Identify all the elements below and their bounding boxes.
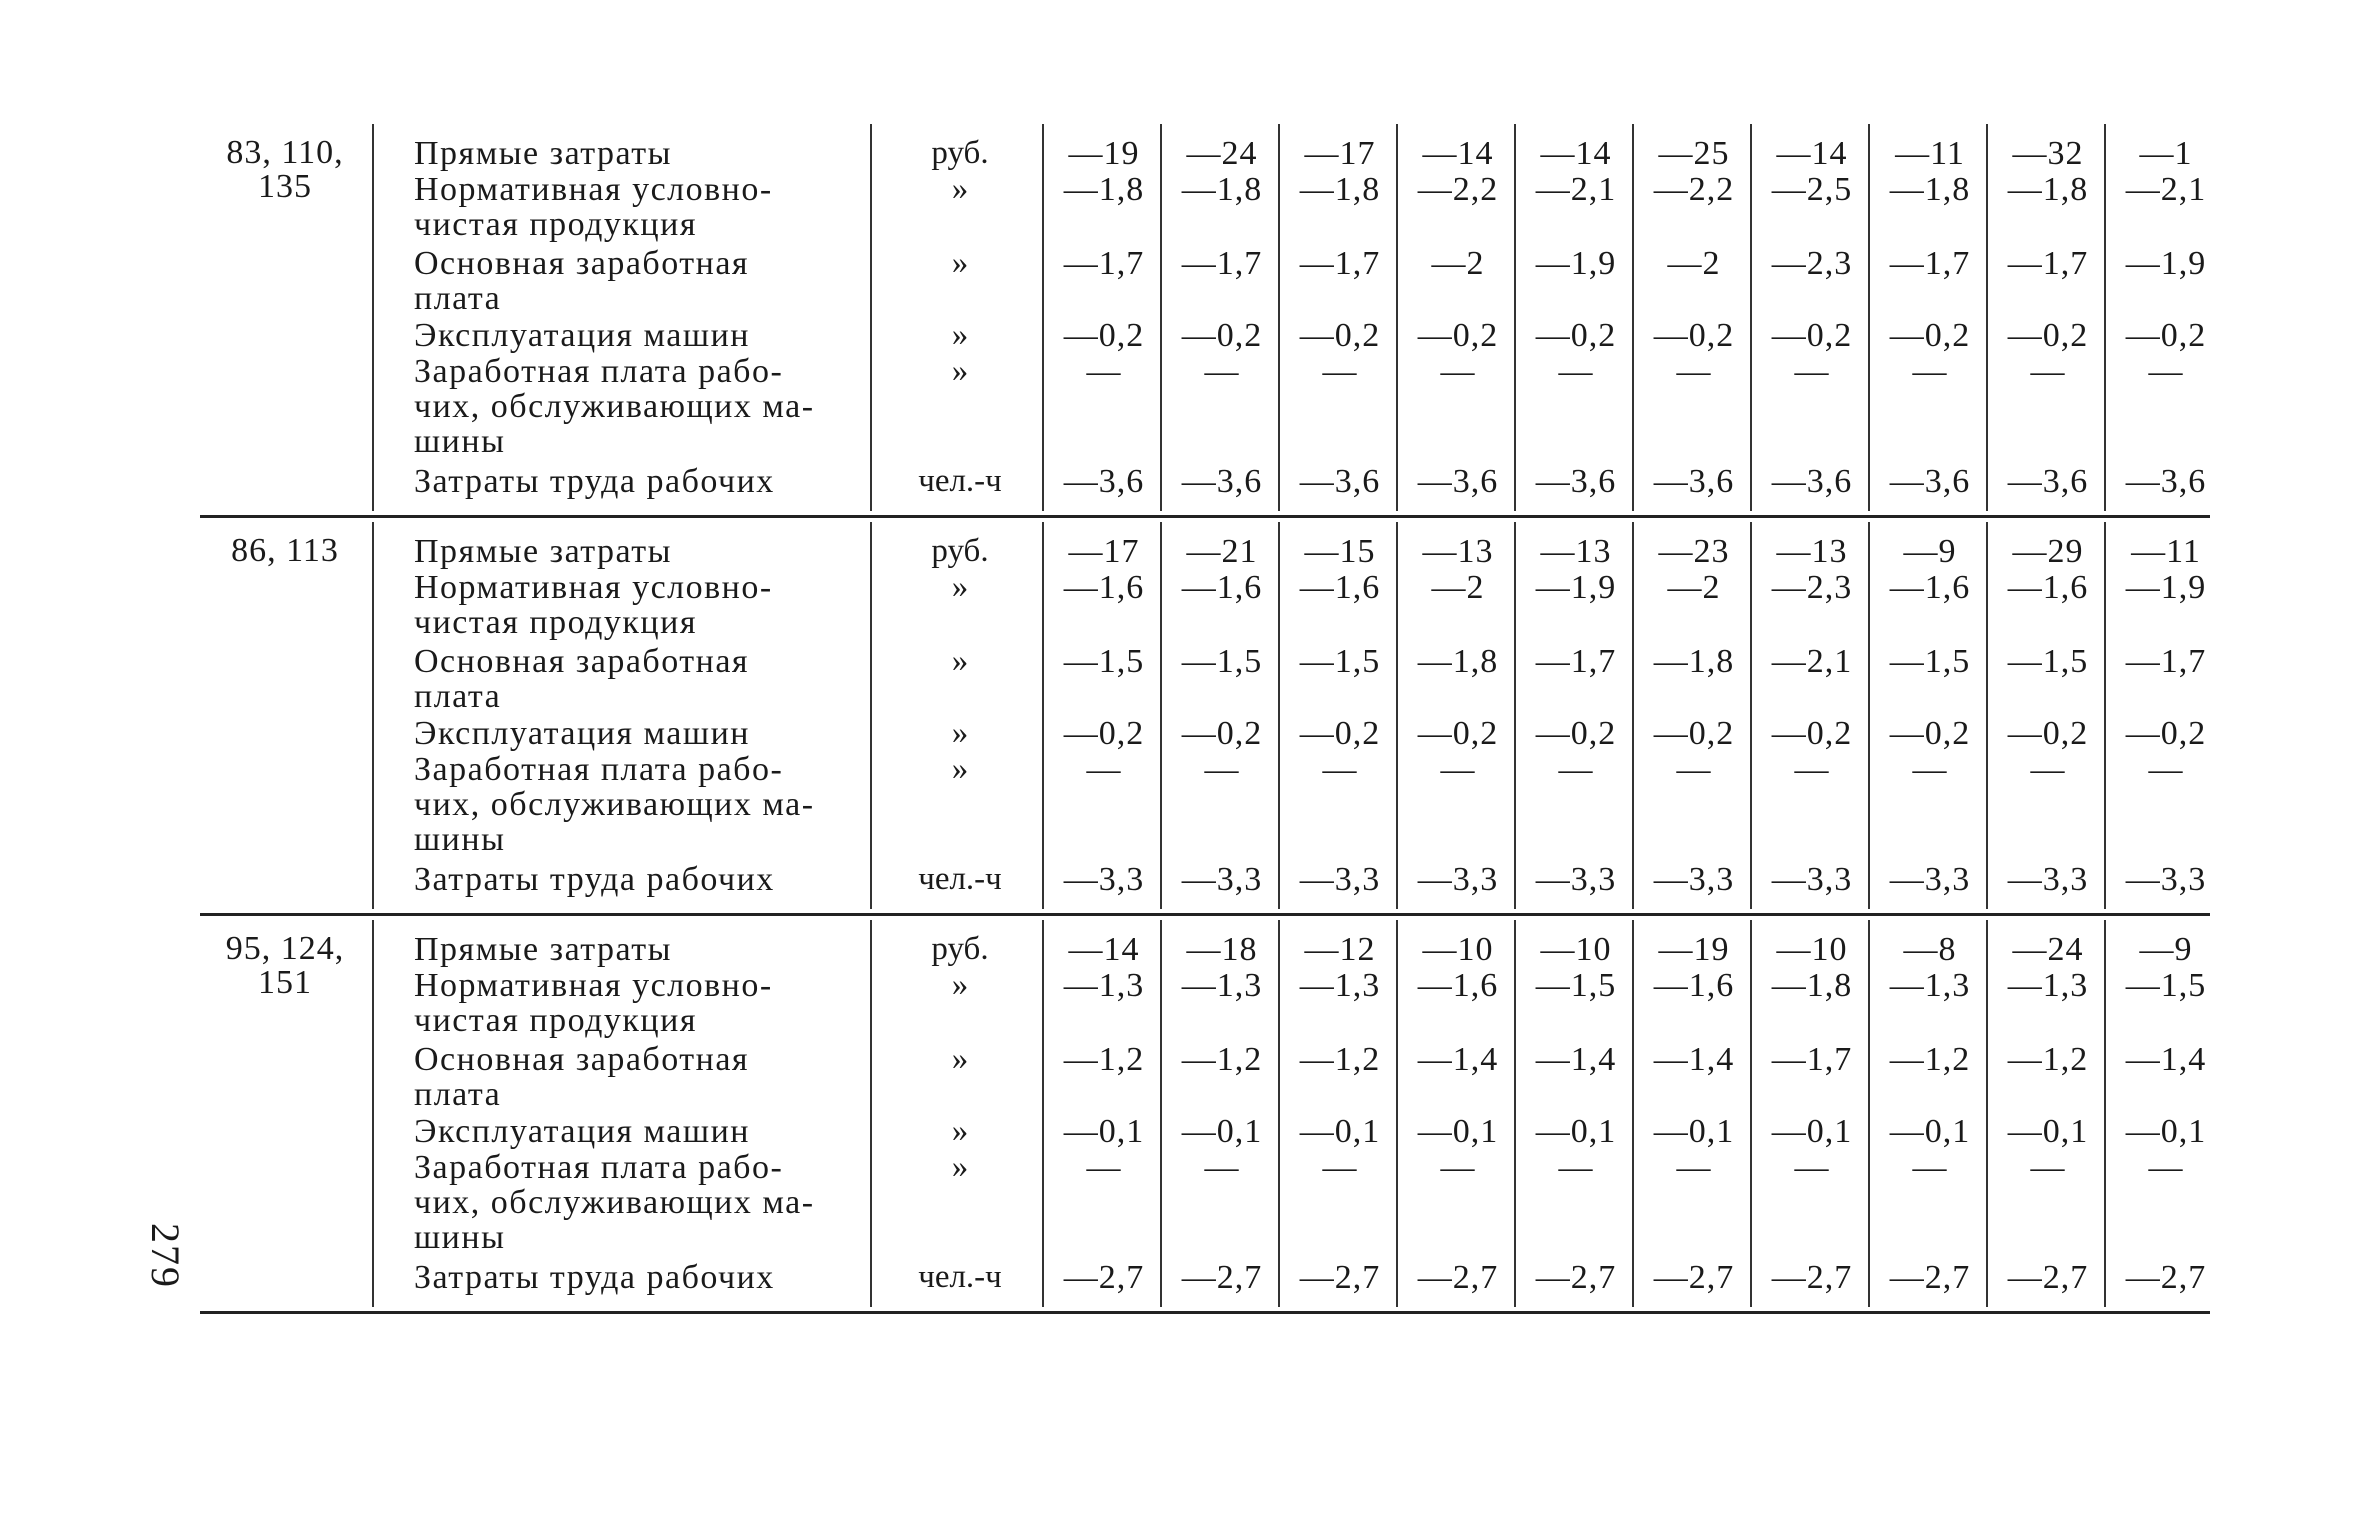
block-codes: 86, 113 — [231, 532, 339, 569]
value-cell: —2,7 — [1653, 1259, 1735, 1296]
value-cell: —2,1 — [1771, 643, 1853, 680]
row-label: Заработная плата рабо- чих, обслуживающих ма- шины — [414, 353, 815, 460]
column-divider — [1632, 124, 1634, 511]
row-unit: чел.-ч — [918, 463, 1002, 499]
column-divider — [1396, 920, 1398, 1307]
value-cell: —2,1 — [1535, 171, 1617, 208]
column-divider — [1868, 124, 1870, 511]
row-label: Затраты труда рабочих — [414, 463, 775, 500]
value-cell: —15 — [1304, 533, 1376, 570]
column-divider — [870, 124, 872, 511]
column-divider — [2104, 124, 2106, 511]
value-cell: —1,7 — [2125, 643, 2207, 680]
value-cell: —2,3 — [1771, 569, 1853, 606]
value-cell: —2,7 — [1889, 1259, 1971, 1296]
value-cell: — — [1086, 1149, 1122, 1186]
value-cell: —14 — [1422, 135, 1494, 172]
value-cell: —3,3 — [1417, 861, 1499, 898]
value-cell: —0,1 — [1417, 1113, 1499, 1150]
value-cell: —0,2 — [1535, 715, 1617, 752]
value-cell: —0,2 — [1181, 715, 1263, 752]
column-divider — [870, 920, 872, 1307]
value-cell: —2,7 — [1063, 1259, 1145, 1296]
column-divider — [1278, 920, 1280, 1307]
row-unit: » — [951, 353, 969, 389]
value-cell: — — [2030, 1149, 2066, 1186]
row-unit: » — [951, 317, 969, 353]
column-divider — [1160, 920, 1162, 1307]
row-label: Эксплуатация машин — [414, 317, 750, 354]
value-cell: —1,5 — [1889, 643, 1971, 680]
value-cell: —0,2 — [2007, 317, 2089, 354]
row-label: Затраты труда рабочих — [414, 1259, 775, 1296]
value-cell: —1,7 — [1181, 245, 1263, 282]
row-label: Основная заработная плата — [414, 1041, 750, 1113]
value-cell: —17 — [1068, 533, 1140, 570]
value-cell: — — [1558, 751, 1594, 788]
value-cell: —0,2 — [1653, 317, 1735, 354]
value-cell: —1,9 — [2125, 569, 2207, 606]
value-cell: —1,4 — [1653, 1041, 1735, 1078]
value-cell: —0,2 — [2007, 715, 2089, 752]
column-divider — [1278, 522, 1280, 909]
value-cell: —2,1 — [2125, 171, 2207, 208]
value-cell: — — [1912, 751, 1948, 788]
value-cell: — — [1558, 1149, 1594, 1186]
value-cell: —0,2 — [2125, 317, 2207, 354]
column-divider — [1042, 522, 1044, 909]
row-unit: » — [951, 245, 969, 281]
value-cell: —1,7 — [1889, 245, 1971, 282]
column-divider — [1514, 522, 1516, 909]
value-cell: —2,2 — [1653, 171, 1735, 208]
value-cell: — — [1322, 353, 1358, 390]
value-cell: —19 — [1658, 931, 1730, 968]
value-cell: —2 — [1667, 569, 1721, 606]
page-number: 279 — [143, 1223, 188, 1289]
value-cell: —0,1 — [2125, 1113, 2207, 1150]
column-divider — [1750, 920, 1752, 1307]
value-cell: — — [1322, 751, 1358, 788]
row-unit: » — [951, 569, 969, 605]
value-cell: —2,7 — [1299, 1259, 1381, 1296]
value-cell: —2,5 — [1771, 171, 1853, 208]
value-cell: —1,7 — [1771, 1041, 1853, 1078]
row-unit: » — [951, 171, 969, 207]
column-divider — [1514, 920, 1516, 1307]
row-unit: » — [951, 715, 969, 751]
table-block — [200, 120, 2210, 515]
value-cell: —1,6 — [2007, 569, 2089, 606]
value-cell: —2 — [1667, 245, 1721, 282]
value-cell: —0,2 — [1417, 715, 1499, 752]
row-label: Эксплуатация машин — [414, 1113, 750, 1150]
value-cell: — — [1794, 353, 1830, 390]
value-cell: —17 — [1304, 135, 1376, 172]
value-cell: —1,7 — [1299, 245, 1381, 282]
value-cell: —1,4 — [1535, 1041, 1617, 1078]
block-codes: 83, 110, 135 — [226, 134, 344, 205]
value-cell: —12 — [1304, 931, 1376, 968]
value-cell: — — [2148, 1149, 2184, 1186]
value-cell: —1,8 — [1771, 967, 1853, 1004]
row-unit: » — [951, 751, 969, 787]
value-cell: —21 — [1186, 533, 1258, 570]
value-cell: —1,8 — [1299, 171, 1381, 208]
value-cell: —3,6 — [1181, 463, 1263, 500]
column-divider — [1986, 920, 1988, 1307]
value-cell: —3,3 — [2007, 861, 2089, 898]
value-cell: —1,6 — [1299, 569, 1381, 606]
row-label: Прямые затраты — [414, 931, 672, 968]
column-divider — [1042, 124, 1044, 511]
value-cell: — — [1440, 353, 1476, 390]
value-cell: —1,5 — [2125, 967, 2207, 1004]
value-cell: —0,1 — [1063, 1113, 1145, 1150]
value-cell: —1,2 — [1299, 1041, 1381, 1078]
value-cell: —0,1 — [1653, 1113, 1735, 1150]
value-cell: —2,7 — [1535, 1259, 1617, 1296]
value-cell: —2,2 — [1417, 171, 1499, 208]
value-cell: — — [1794, 1149, 1830, 1186]
value-cell: — — [1676, 1149, 1712, 1186]
value-cell: —14 — [1068, 931, 1140, 968]
column-divider — [1042, 920, 1044, 1307]
value-cell: —8 — [1903, 931, 1957, 968]
value-cell: —1,3 — [1063, 967, 1145, 1004]
column-divider — [372, 124, 374, 511]
column-divider — [2104, 522, 2106, 909]
value-cell: —3,3 — [1889, 861, 1971, 898]
value-cell: —25 — [1658, 135, 1730, 172]
value-cell: —24 — [1186, 135, 1258, 172]
value-cell: —1,6 — [1063, 569, 1145, 606]
value-cell: — — [2148, 353, 2184, 390]
row-unit: руб. — [931, 533, 989, 569]
column-divider — [1632, 920, 1634, 1307]
row-unit: » — [951, 967, 969, 1003]
value-cell: —19 — [1068, 135, 1140, 172]
value-cell: —1,3 — [1299, 967, 1381, 1004]
value-cell: —10 — [1422, 931, 1494, 968]
value-cell: —3,6 — [2007, 463, 2089, 500]
row-label: Нормативная условно- чистая продукция — [414, 171, 773, 243]
value-cell: —0,2 — [1181, 317, 1263, 354]
value-cell: —3,3 — [1771, 861, 1853, 898]
value-cell: —3,3 — [1653, 861, 1735, 898]
value-cell: —0,1 — [1181, 1113, 1263, 1150]
value-cell: —0,2 — [1889, 317, 1971, 354]
value-cell: —3,3 — [1063, 861, 1145, 898]
value-cell: —1,6 — [1653, 967, 1735, 1004]
block-codes: 95, 124, 151 — [225, 930, 345, 1001]
value-cell: —1,8 — [1653, 643, 1735, 680]
value-cell: —0,2 — [1535, 317, 1617, 354]
value-cell: —3,3 — [1181, 861, 1263, 898]
value-cell: —14 — [1540, 135, 1612, 172]
column-divider — [372, 522, 374, 909]
value-cell: —10 — [1776, 931, 1848, 968]
value-cell: —1,2 — [2007, 1041, 2089, 1078]
value-cell: —1,5 — [2007, 643, 2089, 680]
column-divider — [1514, 124, 1516, 511]
row-label: Затраты труда рабочих — [414, 861, 775, 898]
value-cell: —1 — [2139, 135, 2193, 172]
value-cell: —13 — [1422, 533, 1494, 570]
column-divider — [2104, 920, 2106, 1307]
value-cell: — — [1440, 1149, 1476, 1186]
value-cell: —9 — [2139, 931, 2193, 968]
column-divider — [1160, 124, 1162, 511]
value-cell: —0,1 — [2007, 1113, 2089, 1150]
column-divider — [1750, 522, 1752, 909]
row-label: Основная заработная плата — [414, 245, 750, 317]
value-cell: — — [1558, 353, 1594, 390]
value-cell: —1,8 — [1417, 643, 1499, 680]
value-cell: —1,6 — [1181, 569, 1263, 606]
value-cell: —1,2 — [1063, 1041, 1145, 1078]
value-cell: —1,7 — [2007, 245, 2089, 282]
value-cell: —3,3 — [1299, 861, 1381, 898]
value-cell: —23 — [1658, 533, 1730, 570]
value-cell: —10 — [1540, 931, 1612, 968]
row-label: Прямые затраты — [414, 533, 672, 570]
value-cell: — — [2148, 751, 2184, 788]
value-cell: —1,5 — [1181, 643, 1263, 680]
value-cell: —1,5 — [1299, 643, 1381, 680]
value-cell: —2,7 — [2007, 1259, 2089, 1296]
value-cell: —3,3 — [1535, 861, 1617, 898]
column-divider — [870, 522, 872, 909]
value-cell: —0,1 — [1299, 1113, 1381, 1150]
column-divider — [1868, 920, 1870, 1307]
value-cell: — — [1676, 751, 1712, 788]
row-label: Заработная плата рабо- чих, обслуживающих ма- шины — [414, 1149, 815, 1256]
value-cell: —18 — [1186, 931, 1258, 968]
column-divider — [1868, 522, 1870, 909]
value-cell: —1,3 — [2007, 967, 2089, 1004]
value-cell: —3,6 — [1771, 463, 1853, 500]
value-cell: —0,2 — [1063, 715, 1145, 752]
row-unit: » — [951, 1113, 969, 1149]
value-cell: —11 — [1895, 135, 1965, 172]
value-cell: —0,2 — [1299, 317, 1381, 354]
value-cell: — — [1086, 353, 1122, 390]
value-cell: —0,2 — [1417, 317, 1499, 354]
value-cell: — — [1204, 751, 1240, 788]
row-unit: руб. — [931, 931, 989, 967]
value-cell: —1,4 — [2125, 1041, 2207, 1078]
value-cell: —13 — [1776, 533, 1848, 570]
value-cell: — — [1440, 751, 1476, 788]
value-cell: —2,7 — [1771, 1259, 1853, 1296]
value-cell: —1,3 — [1181, 967, 1263, 1004]
value-cell: —29 — [2012, 533, 2084, 570]
value-cell: —1,9 — [1535, 245, 1617, 282]
row-label: Эксплуатация машин — [414, 715, 750, 752]
row-unit: чел.-ч — [918, 1259, 1002, 1295]
norms-table — [200, 120, 2210, 1314]
row-label: Прямые затраты — [414, 135, 672, 172]
row-unit: » — [951, 643, 969, 679]
column-divider — [1750, 124, 1752, 511]
value-cell: —1,2 — [1181, 1041, 1263, 1078]
row-unit: » — [951, 1149, 969, 1185]
value-cell: —0,1 — [1771, 1113, 1853, 1150]
value-cell: —3,6 — [1653, 463, 1735, 500]
value-cell: —2 — [1431, 245, 1485, 282]
value-cell: —0,2 — [1063, 317, 1145, 354]
value-cell: —1,2 — [1889, 1041, 1971, 1078]
value-cell: — — [1676, 353, 1712, 390]
row-unit: чел.-ч — [918, 861, 1002, 897]
value-cell: —3,6 — [1535, 463, 1617, 500]
value-cell: — — [1794, 751, 1830, 788]
value-cell: —24 — [2012, 931, 2084, 968]
value-cell: — — [1204, 353, 1240, 390]
value-cell: —3,6 — [1063, 463, 1145, 500]
value-cell: —3,6 — [1889, 463, 1971, 500]
value-cell: —2,7 — [1181, 1259, 1263, 1296]
value-cell: —1,3 — [1889, 967, 1971, 1004]
value-cell: —14 — [1776, 135, 1848, 172]
value-cell: —1,8 — [1063, 171, 1145, 208]
value-cell: — — [1912, 1149, 1948, 1186]
value-cell: —2,3 — [1771, 245, 1853, 282]
column-divider — [1160, 522, 1162, 909]
value-cell: — — [2030, 751, 2066, 788]
value-cell: —11 — [2131, 533, 2201, 570]
value-cell: —2,7 — [2125, 1259, 2207, 1296]
value-cell: —1,9 — [2125, 245, 2207, 282]
value-cell: —1,4 — [1417, 1041, 1499, 1078]
value-cell: — — [1322, 1149, 1358, 1186]
table-block — [200, 913, 2210, 1314]
row-label: Нормативная условно- чистая продукция — [414, 967, 773, 1039]
column-divider — [1986, 522, 1988, 909]
row-label: Нормативная условно- чистая продукция — [414, 569, 773, 641]
column-divider — [1632, 522, 1634, 909]
value-cell: —1,7 — [1063, 245, 1145, 282]
value-cell: —0,2 — [1889, 715, 1971, 752]
value-cell: — — [1086, 751, 1122, 788]
value-cell: —3,6 — [1417, 463, 1499, 500]
value-cell: — — [2030, 353, 2066, 390]
value-cell: —1,5 — [1063, 643, 1145, 680]
value-cell: —3,3 — [2125, 861, 2207, 898]
value-cell: —2,7 — [1417, 1259, 1499, 1296]
table-block — [200, 515, 2210, 913]
value-cell: —0,1 — [1889, 1113, 1971, 1150]
value-cell: —9 — [1903, 533, 1957, 570]
value-cell: —0,1 — [1535, 1113, 1617, 1150]
row-label: Заработная плата рабо- чих, обслуживающих ма- шины — [414, 751, 815, 858]
value-cell: —2 — [1431, 569, 1485, 606]
value-cell: —1,7 — [1535, 643, 1617, 680]
value-cell: —1,6 — [1889, 569, 1971, 606]
value-cell: —1,6 — [1417, 967, 1499, 1004]
value-cell: —0,2 — [1299, 715, 1381, 752]
value-cell: —13 — [1540, 533, 1612, 570]
value-cell: —0,2 — [2125, 715, 2207, 752]
value-cell: —1,8 — [1889, 171, 1971, 208]
value-cell: —0,2 — [1653, 715, 1735, 752]
value-cell: — — [1204, 1149, 1240, 1186]
value-cell: —32 — [2012, 135, 2084, 172]
value-cell: — — [1912, 353, 1948, 390]
value-cell: —1,9 — [1535, 569, 1617, 606]
value-cell: —0,2 — [1771, 715, 1853, 752]
column-divider — [1396, 124, 1398, 511]
row-unit: » — [951, 1041, 969, 1077]
column-divider — [1278, 124, 1280, 511]
row-label: Основная заработная плата — [414, 643, 750, 715]
value-cell: —1,8 — [1181, 171, 1263, 208]
column-divider — [1986, 124, 1988, 511]
column-divider — [1396, 522, 1398, 909]
value-cell: —3,6 — [2125, 463, 2207, 500]
value-cell: —3,6 — [1299, 463, 1381, 500]
row-unit: руб. — [931, 135, 989, 171]
value-cell: —0,2 — [1771, 317, 1853, 354]
value-cell: —1,5 — [1535, 967, 1617, 1004]
column-divider — [372, 920, 374, 1307]
value-cell: —1,8 — [2007, 171, 2089, 208]
